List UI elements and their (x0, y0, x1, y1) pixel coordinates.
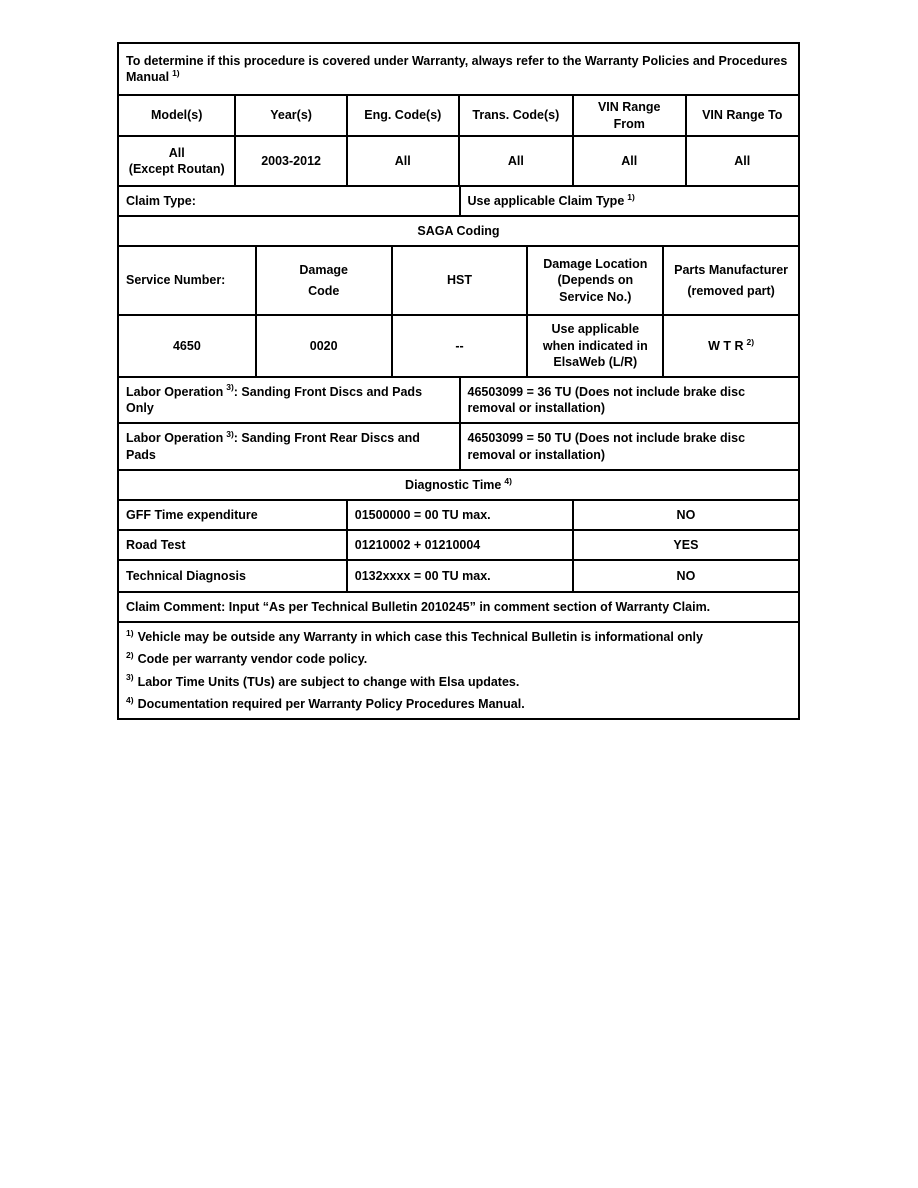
claim-type-value: Use applicable Claim Type (467, 193, 625, 208)
parts-footnote-ref: 2) (746, 336, 755, 347)
diagnostic-time-title: Diagnostic Time (405, 477, 502, 492)
gff-code: 01500000 = 00 TU max. (346, 501, 572, 529)
saga-header-row (119, 245, 798, 314)
vehicle-values-row (119, 135, 798, 185)
diagnostic-time-title-row (119, 469, 798, 499)
header-trans-codes: Trans. Code(s) (458, 96, 572, 135)
footnote-3: $^{3)}$ Labor Time Units (TUs) are subject to change with Elsa updates. (126, 672, 520, 689)
claim-type-row (119, 185, 798, 215)
technical-diagnosis-code: 0132xxxx = 00 TU max. (346, 561, 572, 591)
claim-comment-row (119, 591, 798, 621)
technical-diagnosis-label: Technical Diagnosis (126, 568, 246, 583)
labor-operation-2-label-cell: Labor Operation $^{3)}$: Sanding Front Rear Discs and Pads (126, 428, 420, 462)
labor-operation-1-value-cell: 46503099 = 36 TU (Does not include brake disc removal or installation) (459, 378, 799, 422)
saga-title: SAGA Coding (417, 223, 500, 238)
claim-type-label-cell (119, 187, 459, 215)
footnote-4: $^{4)}$ Documentation required per Warranty Policy Procedures Manual. (126, 694, 525, 711)
footnote-2: $^{2)}$ Code per warranty vendor code policy. (126, 650, 368, 667)
saga-title-cell (119, 217, 798, 245)
warranty-table (117, 42, 800, 720)
labor-operation-2-value-cell: 46503099 = 50 TU (Does not include brake disc removal or installation) (459, 424, 799, 469)
header-years: Year(s) (234, 96, 345, 135)
saga-value-damage-code: 0020 (255, 316, 391, 376)
saga-header-damage-location: Damage Location (Depends on Service No.) (526, 247, 662, 314)
saga-value-service-number: 4650 (172, 338, 201, 353)
claim-type-footnote-ref: 1) (627, 191, 635, 202)
road-test-answer: YES (572, 531, 798, 559)
models-line1: All (168, 145, 185, 160)
claim-comment-cell (119, 593, 798, 621)
labor-1-footnote-ref: 3) (226, 382, 234, 393)
intro-footnote-ref: 1) (172, 67, 180, 78)
value-vin-range-from: All (572, 137, 685, 185)
intro-text: To determine if this procedure is covered under Warranty, always refer to the Warranty Policies and Procedures Manual (126, 53, 788, 84)
value-eng-codes: All (346, 137, 458, 185)
vehicle-header-row (119, 94, 798, 135)
labor-operation-1-label-cell: Labor Operation $^{3)}$: Sanding Front Discs and Pads Only (126, 382, 423, 415)
technical-diagnosis-answer: NO (572, 561, 798, 591)
claim-type-value-cell (459, 187, 799, 215)
footnotes-row (119, 621, 798, 718)
labor-2-footnote-ref: 3) (226, 428, 234, 439)
labor-operation-row-2 (119, 422, 798, 469)
value-vin-range-to: All (685, 137, 798, 185)
header-models: Model(s) (151, 108, 203, 123)
saga-header-parts-manufacturer: Parts Manufacturer (removed part) (662, 247, 798, 314)
footnote-1: $^{1)}$ Vehicle may be outside any Warranty in which case this Technical Bulletin is informational only (126, 627, 703, 644)
saga-value-damage-location: Use applicable when indicated in ElsaWeb (L/R) (526, 316, 662, 376)
header-vin-range-from: VIN Range From (572, 96, 685, 135)
saga-value-hst: -- (391, 316, 527, 376)
footnotes-cell (119, 623, 798, 718)
road-test-code: 01210002 + 01210004 (346, 531, 572, 559)
gff-answer: NO (572, 501, 798, 529)
labor-operation-row-1 (119, 376, 798, 422)
saga-header-service-number: Service Number: (126, 273, 226, 288)
diagnostic-row-gff (119, 499, 798, 529)
road-test-label: Road Test (126, 537, 186, 552)
saga-header-damage-code: Damage Code (255, 247, 391, 314)
saga-values-row (119, 314, 798, 376)
value-trans-codes: All (458, 137, 572, 185)
claim-type-label: Claim Type: (126, 193, 196, 208)
intro-row (119, 44, 798, 94)
diagnostic-row-road-test (119, 529, 798, 559)
saga-value-parts-manufacturer: W T R $^{2)}$ (662, 316, 798, 376)
saga-header-hst: HST (391, 247, 527, 314)
diagnostic-footnote-ref: 4) (504, 475, 512, 486)
gff-label: GFF Time expenditure (126, 507, 258, 522)
diagnostic-row-technical-diagnosis (119, 559, 798, 591)
models-line2: (Except Routan) (128, 162, 225, 176)
diagnostic-time-title-cell (119, 471, 798, 499)
header-vin-range-to: VIN Range To (685, 96, 798, 135)
header-eng-codes: Eng. Code(s) (346, 96, 458, 135)
value-years: 2003-2012 (234, 137, 345, 185)
intro-cell (119, 44, 798, 94)
saga-title-row (119, 215, 798, 245)
claim-comment-text: Claim Comment: Input “As per Technical Bulletin 2010245” in comment section of Warranty Claim. (126, 599, 711, 614)
value-models (119, 137, 234, 185)
